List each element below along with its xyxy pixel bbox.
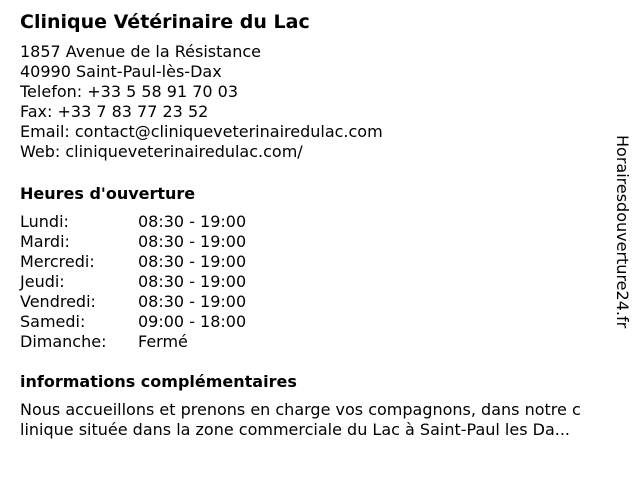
day-label: Lundi:	[20, 212, 69, 231]
web-label: Web:	[20, 142, 66, 161]
fax-number: Fax: +33 7 83 77 23 52	[20, 102, 209, 121]
day-label: Samedi:	[20, 312, 86, 331]
hours-row-thursday	[20, 272, 620, 292]
day-hours: Fermé	[138, 332, 188, 351]
day-hours: 08:30 - 19:00	[138, 272, 247, 291]
opening-hours-table	[20, 212, 620, 352]
additional-info-line: Nous accueillons et prenons en charge vos compagnons, dans notre c	[20, 400, 581, 419]
site-watermark: Horairesdouverture24.fr	[613, 135, 632, 329]
hours-row-tuesday	[20, 232, 620, 252]
day-hours: 08:30 - 19:00	[138, 292, 247, 311]
hours-row-friday	[20, 292, 620, 312]
day-label: Vendredi:	[20, 292, 96, 311]
hours-row-wednesday	[20, 252, 620, 272]
day-hours: 08:30 - 19:00	[138, 232, 247, 251]
day-label: Jeudi:	[20, 272, 65, 291]
hours-row-saturday	[20, 312, 620, 332]
web-link[interactable]: cliniqueveterinairedulac.com/	[65, 142, 303, 161]
day-label: Mercredi:	[20, 252, 95, 271]
additional-info-line: linique située dans la zone commerciale du Lac à Saint-Paul les Da...	[20, 420, 571, 439]
address-city: 40990 Saint-Paul-lès-Dax	[20, 62, 222, 81]
day-label: Mardi:	[20, 232, 70, 251]
email-line	[20, 122, 620, 142]
phone-number: Telefon: +33 5 58 91 70 03	[20, 82, 239, 101]
day-hours: 08:30 - 19:00	[138, 252, 247, 271]
additional-info-heading: informations complémentaires	[20, 372, 297, 391]
day-label: Dimanche:	[20, 332, 107, 351]
opening-hours-heading: Heures d'ouverture	[20, 184, 196, 203]
address-street: 1857 Avenue de la Résistance	[20, 42, 261, 61]
clinic-name: Clinique Vétérinaire du Lac	[20, 11, 310, 33]
hours-row-monday	[20, 212, 620, 232]
web-line	[20, 142, 620, 162]
hours-row-sunday	[20, 332, 620, 352]
email-link[interactable]: contact@cliniqueveterinairedulac.com	[74, 122, 383, 141]
day-hours: 08:30 - 19:00	[138, 212, 247, 231]
email-label: Email:	[20, 122, 75, 141]
additional-info-text	[20, 400, 628, 440]
day-hours: 09:00 - 18:00	[138, 312, 247, 331]
clinic-card	[20, 8, 620, 440]
